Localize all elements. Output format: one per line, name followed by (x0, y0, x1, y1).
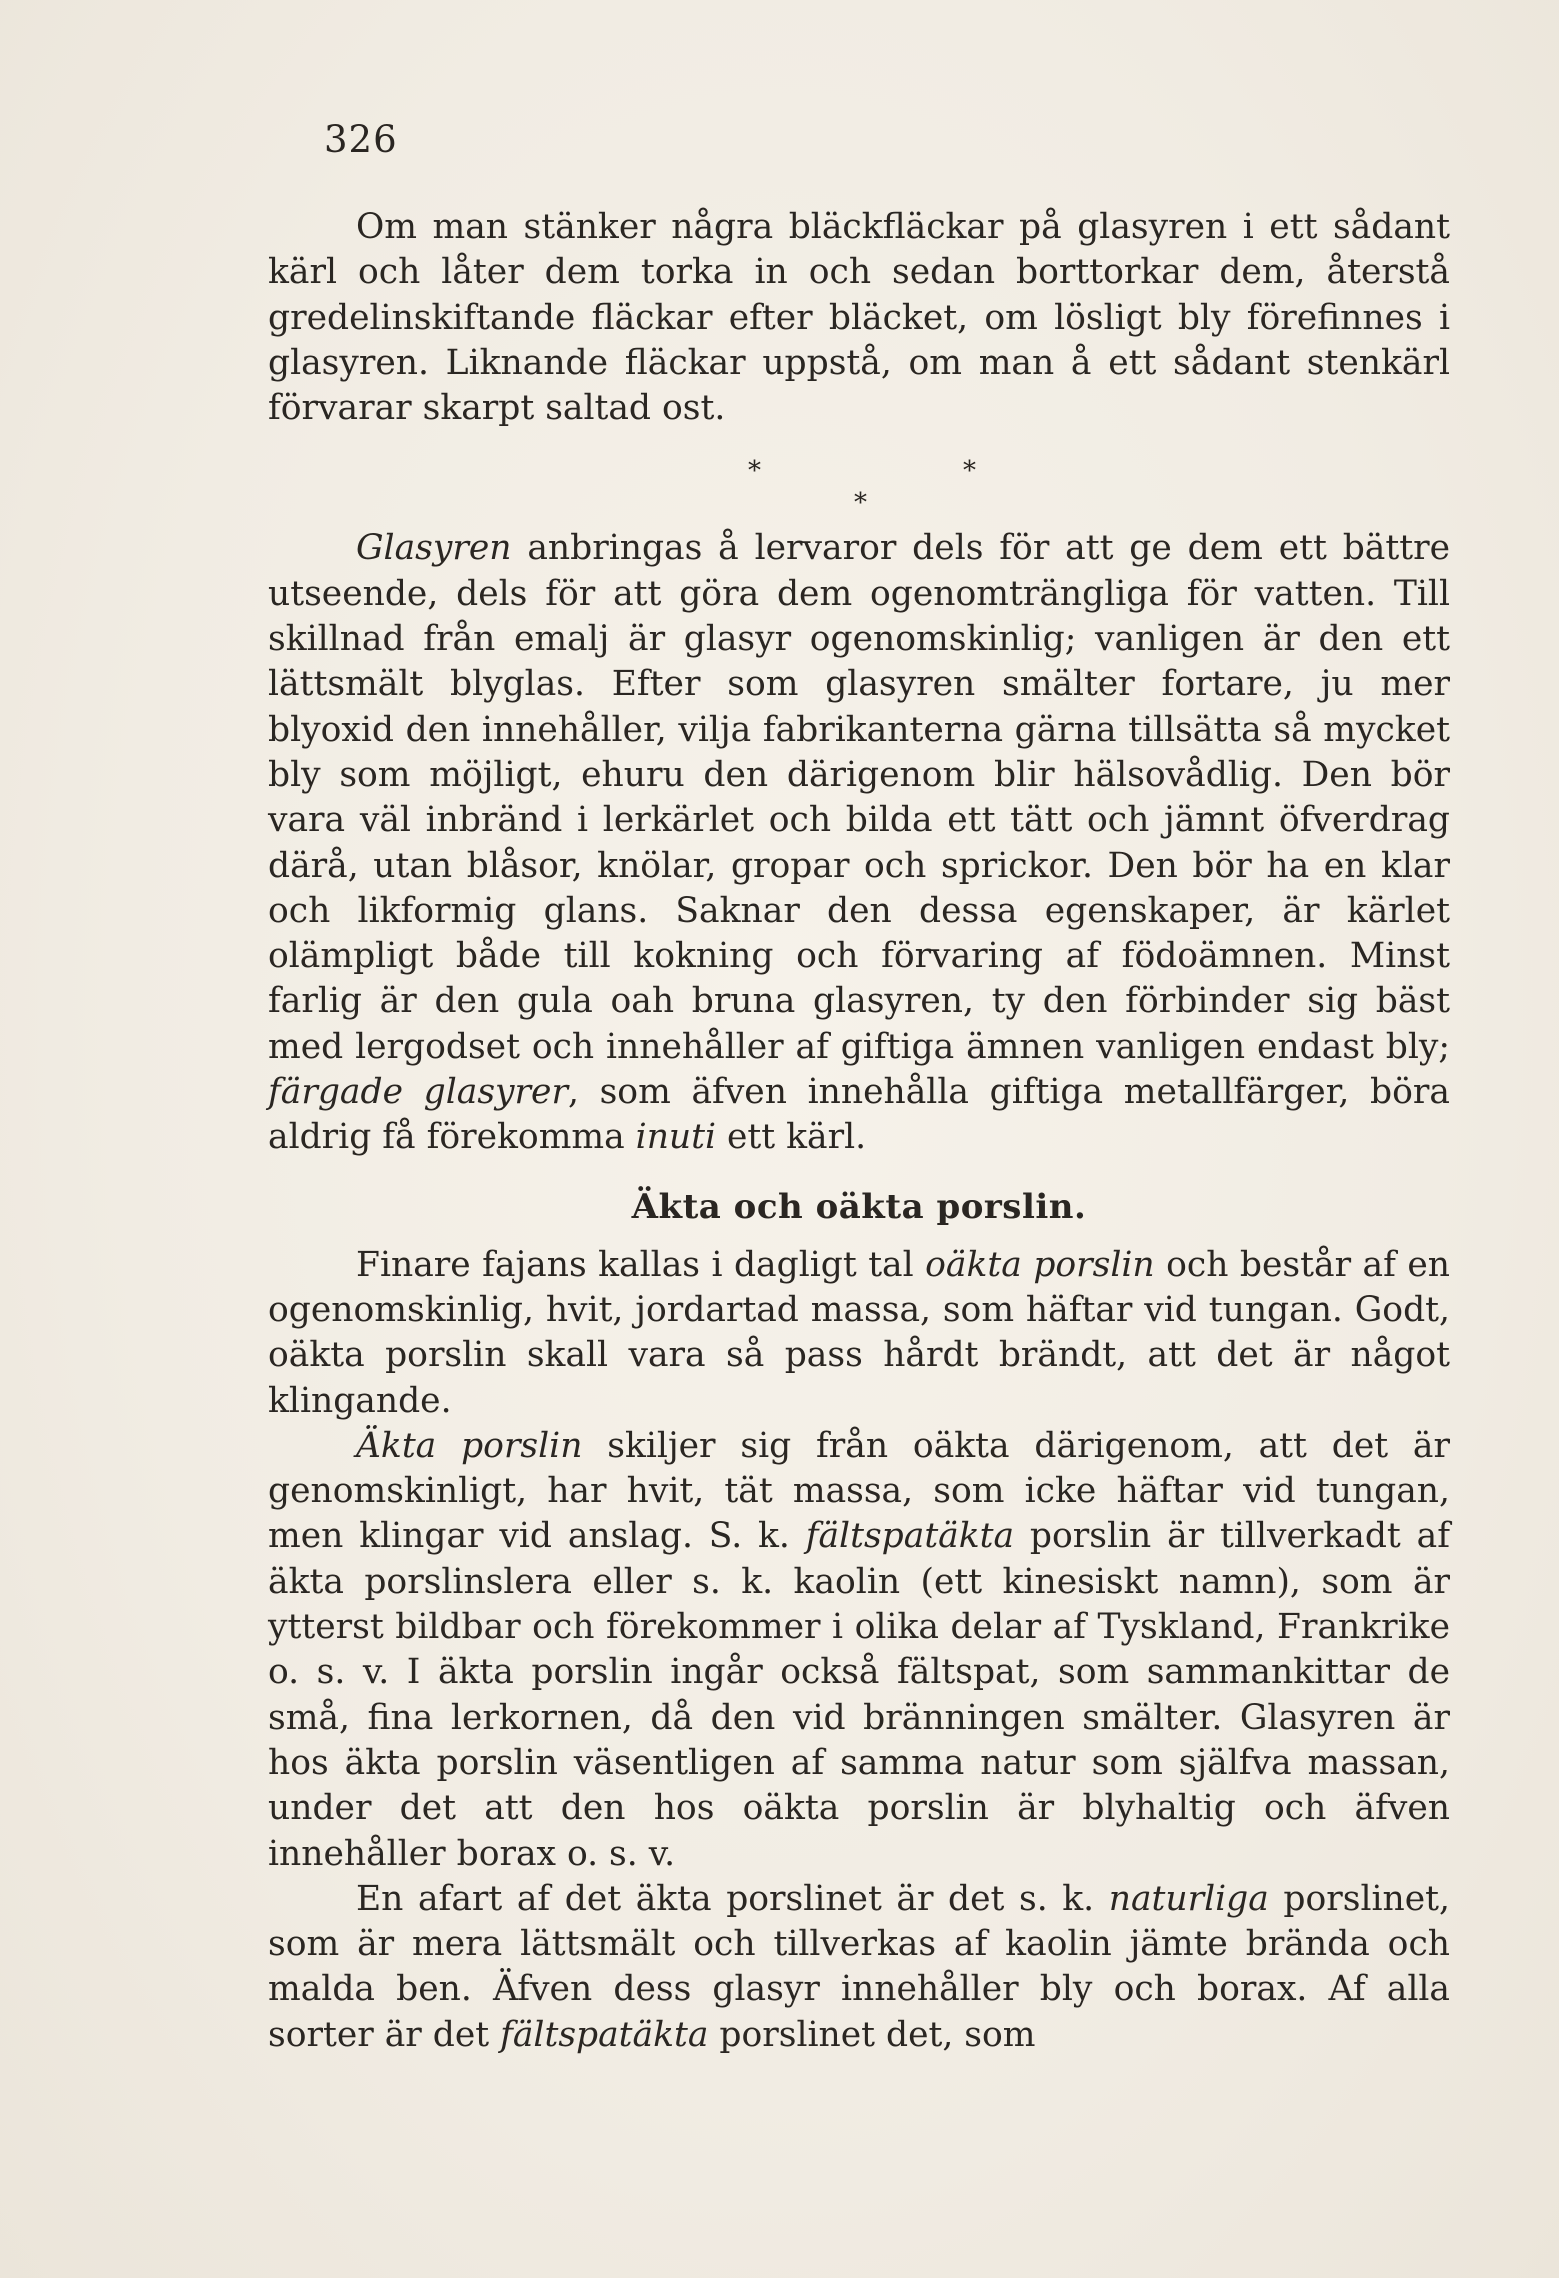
separator-star: * (963, 456, 976, 487)
section-separator (268, 431, 1450, 526)
italic-term: Glasyren (356, 528, 512, 569)
paragraph-text: porslin är tillverkadt af äkta porslinslera eller s. k. kaolin (ett kinesiskt namn), som är ytterst bildbar och förekommer i olika delar af Tyskland, Frankrike o. s. v. I äkta porslin ingår också fältspat, som sammankittar de små, fina lerkornen, då den vid bränningen smälter. Glasyren är hos äkta porslin väsentligen af samma natur som själfva massan, under det att den hos oäkta porslin är blyhaltig och äfven innehåller borax o. s. v. (268, 1516, 1450, 1874)
paragraph-natural-porcelain (268, 1877, 1450, 2058)
separator-star: * (854, 488, 867, 519)
page-number: 326 (324, 118, 398, 161)
paragraph-text: anbringas å lervaror dels för att ge dem ett bättre utseende, dels för att göra dem ogenomträngliga för vatten. Till skillnad från emalj är glasyr ogenomskinlig; vanligen är den ett lättsmält blyglas. Efter som glasyren smälter fortare, ju mer blyoxid den innehåller, vilja fabrikanterna gärna tillsätta så mycket bly som möjligt, ehuru den därigenom blir hälsovådlig. Den bör vara väl inbränd i lerkärlet och bilda ett tätt och jämnt öfverdrag därå, utan blåsor, knölar, gropar och sprickor. Den bör ha en klar och likformig glans. Saknar den dessa egenskaper, är kärlet olämpligt både till kokning och förvaring af födoämnen. Minst farlig är den gula oah bruna glasyren, ty den förbinder sig bäst med lergodset och innehåller af giftiga ämnen vanligen endast bly; (268, 528, 1450, 1067)
paragraph-text: porslinet det, som (708, 2014, 1036, 2055)
paragraph-fake-porcelain (268, 1243, 1450, 1424)
italic-term: fältspatäkta (805, 1516, 1015, 1557)
paragraph-text: och består af en ogenomskinlig, hvit, jordartad massa, som häftar vid tungan. Godt, oäkta porslin skall vara så pass hårdt brändt, att det är något klingande. (268, 1244, 1450, 1421)
italic-term: naturliga (1108, 1878, 1269, 1919)
paragraph-ink-stains: Om man stänker några bläckfläckar på glasyren i ett sådant kärl och låter dem torka in och sedan borttorkar dem, återstå gredelinskiftande fläckar efter bläcket, om lösligt bly förefinnes i glasyren. Liknande fläckar uppstå, om man å ett sådant stenkärl förvarar skarpt saltad ost. (268, 207, 1450, 429)
italic-term: färgade glasyrer (268, 1072, 568, 1113)
italic-term: Äkta porslin (356, 1425, 583, 1466)
paragraph-text: , som äfven innehålla giftiga metallfärger, böra aldrig få förekomma (268, 1072, 1450, 1158)
body-text (268, 205, 1450, 2058)
separator-star: * (748, 456, 761, 487)
paragraph-text: Finare fajans kallas i dagligt tal (356, 1244, 926, 1285)
paragraph-text: skiljer sig från oäkta därigenom, att det är genomskinligt, har hvit, tät massa, som icke häftar vid tungan, men klingar vid anslag. S. k. (268, 1425, 1450, 1557)
paragraph-real-porcelain (268, 1424, 1450, 1877)
section-heading: Äkta och oäkta porslin. (631, 1186, 1087, 1227)
paragraph-text: porslinet, som är mera lättsmält och tillverkas af kaolin jämte brända och malda ben. Äfven dess glasyr innehåller bly och borax. Af alla sorter är det (268, 1878, 1450, 2055)
paragraph-text: En afart af det äkta porslinet är det s. k. (356, 1878, 1109, 1919)
italic-term: fältspatäkta (500, 2014, 709, 2055)
paragraph-text: ett kärl. (716, 1117, 867, 1158)
paragraph-glaze (268, 526, 1450, 1160)
italic-term: inuti (635, 1117, 717, 1158)
italic-term: oäkta porslin (925, 1244, 1155, 1285)
